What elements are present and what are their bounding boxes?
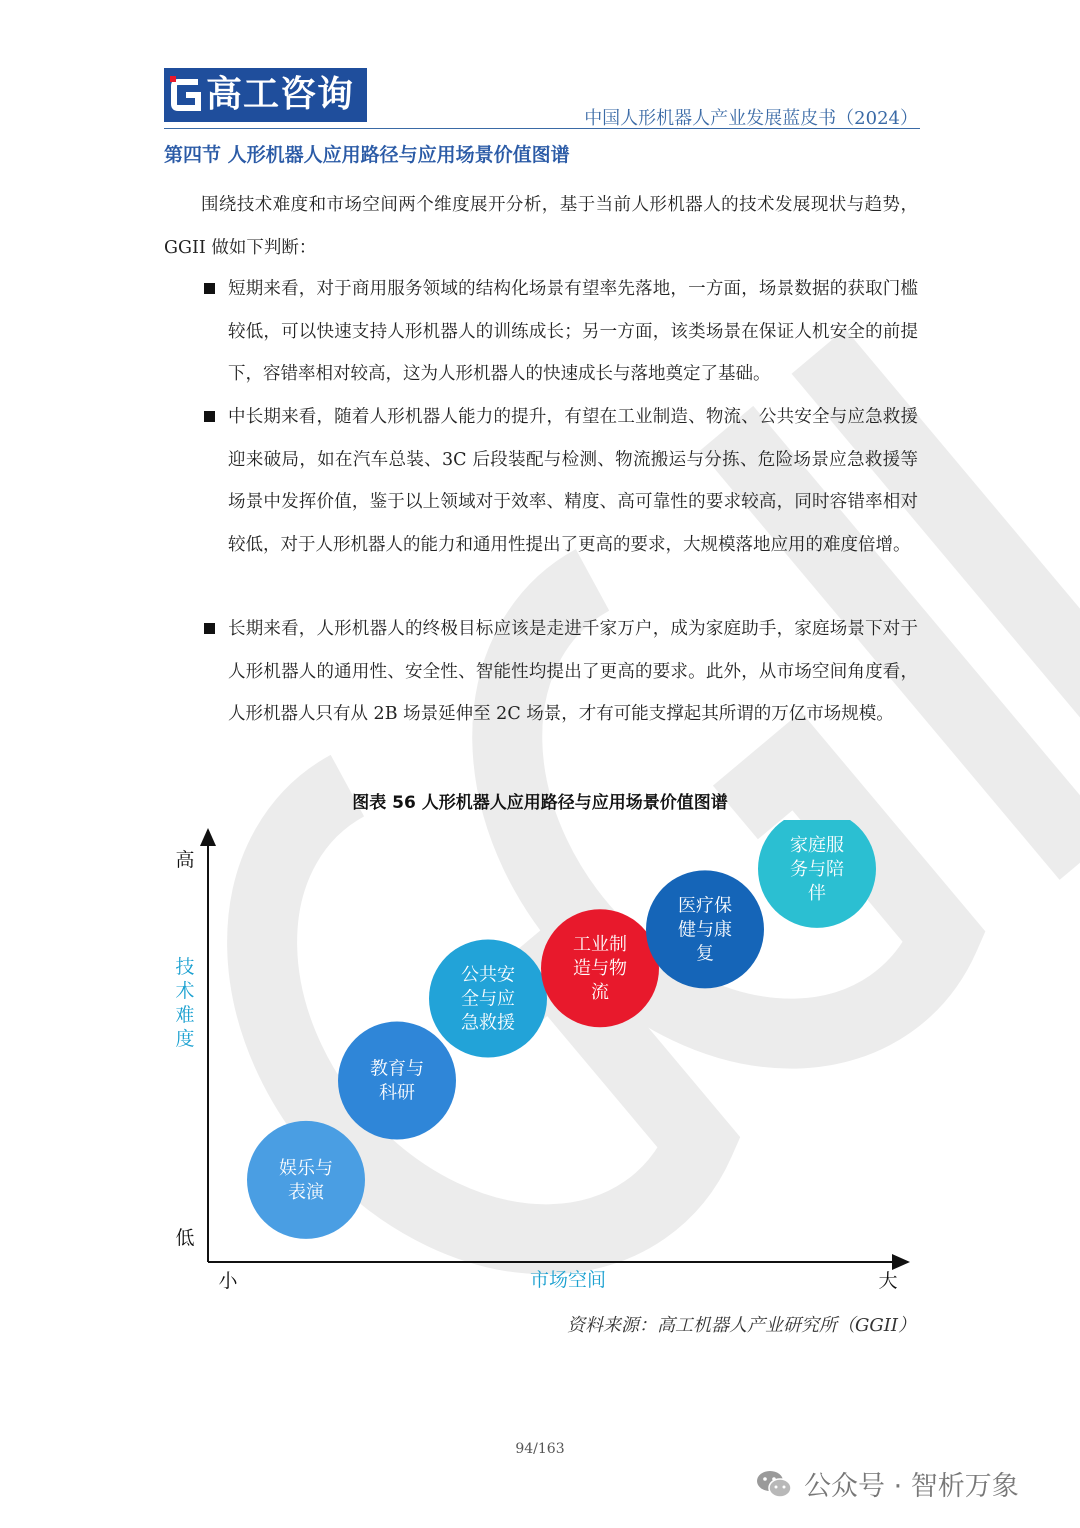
bullet-text: 中长期来看，随着人形机器人能力的提升，有望在工业制造、物流、公共安全与应急救援迎来破局，如在汽车总装、3C 后段装配与检测、物流搬运与分拣、危险场景应急救援等场景中发挥价值，鉴于以上领域对于效率、精度、高可靠性的要求较高，同时容错率相对较低，对于人形机器人的能力和通用性提出了更高的要求，大规模落地应用的难度倍增。 <box>228 407 918 555</box>
y-axis-label-char: 难 <box>175 1004 195 1026</box>
bullet-text: 短期来看，对于商用服务领域的结构化场景有望率先落地，一方面，场景数据的获取门槛较低，可以快速支持人形机器人的训练成长；另一方面，该类场景在保证人机安全的前提下，容错率相对较高，这为人形机器人的快速成长与落地奠定了基础。 <box>228 279 918 384</box>
y-axis-label-char: 术 <box>175 980 195 1002</box>
scenario-bubble-label: 公共安全与应急救援 <box>461 964 515 1034</box>
y-axis-label-char: 技 <box>175 956 195 978</box>
scenario-bubble-label: 娱乐与表演 <box>279 1157 333 1203</box>
y-axis-label <box>175 956 194 1050</box>
section-heading: 第四节 人形机器人应用路径与应用场景价值图谱 <box>164 144 570 166</box>
source-note: 资料来源：高工机器人产业研究所（GGII） <box>567 1315 916 1336</box>
scenario-bubble <box>247 1121 365 1239</box>
company-logo <box>164 68 367 122</box>
intro-paragraph: 围绕技术难度和市场空间两个维度展开分析，基于当前人形机器人的技术发展现状与趋势，GGII 做如下判断： <box>164 195 918 258</box>
page-number: 94/163 <box>515 1441 565 1457</box>
header-divider <box>164 128 920 129</box>
logo-text: 高工咨询 <box>206 74 355 115</box>
x-tick-low: 小 <box>218 1270 238 1292</box>
square-bullet-icon <box>204 411 215 422</box>
square-bullet-icon <box>204 283 215 294</box>
wechat-watermark <box>756 1464 1019 1503</box>
figure-title: 图表 56 人形机器人应用路径与应用场景价值图谱 <box>352 793 728 813</box>
scenario-bubble <box>338 1022 456 1140</box>
x-axis-label: 市场空间 <box>529 1269 607 1291</box>
scenario-bubble-label: 教育与科研 <box>370 1058 424 1104</box>
wechat-label: 公众号 · 智析万象 <box>804 1471 1019 1502</box>
y-axis-label-char: 度 <box>175 1028 195 1050</box>
square-bullet-icon <box>204 623 215 634</box>
y-tick-low: 低 <box>175 1227 195 1249</box>
y-tick-high: 高 <box>175 849 195 871</box>
report-title: 中国人形机器人产业发展蓝皮书（2024） <box>584 108 918 129</box>
bullet-text: 长期来看，人形机器人的终极目标应该是走进千家万户，成为家庭助手，家庭场景下对于人形机器人的通用性、安全性、智能性均提出了更高的要求。此外，从市场空间角度看，人形机器人只有从 2B 场景延伸至 2C 场景，才有可能支撑起其所谓的万亿市场规模。 <box>228 619 918 724</box>
x-tick-high: 大 <box>878 1270 898 1292</box>
scenario-bubble-label: 工业制造与物流 <box>573 934 627 1004</box>
wechat-icon <box>756 1469 792 1499</box>
g-logo-icon <box>170 76 204 114</box>
bubble-series <box>247 820 876 1239</box>
value-map-chart <box>160 820 920 1300</box>
scenario-bubble-label: 医疗保健与康复 <box>678 895 732 965</box>
scenario-bubble-label: 家庭服务与陪伴 <box>790 834 844 904</box>
